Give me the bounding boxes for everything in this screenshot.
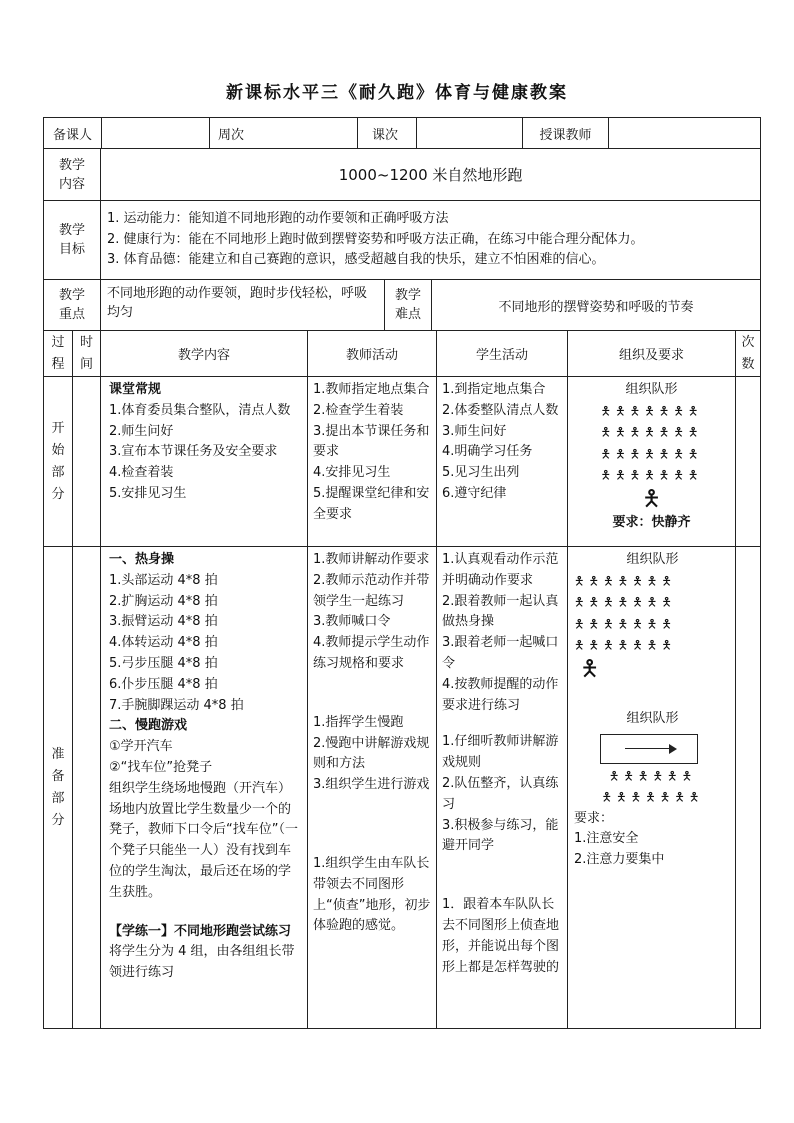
column-header-row [44,331,761,377]
list-item: 5.弓步压腿 4*8 拍 [109,655,218,671]
list-item: 1.教师讲解动作要求 [313,552,430,567]
game-heading: 二、慢跑游戏 [109,718,188,734]
list-item: ②“找车位”抢凳子 [109,759,213,775]
start-section-row [44,377,761,547]
teacher-label: 授课教师 [523,118,609,148]
list-item: 2.扩胸运动 4*8 拍 [109,593,218,609]
teacher-value[interactable] [609,118,760,148]
content-value: 1000~1200 米自然地形跑 [101,149,761,201]
list-item: 2.教师示范动作并带领学生一起练习 [313,572,430,609]
student-formation-row: 🯅🯅🯅🯅🯅🯅 [608,768,697,783]
practice-heading: 【学练一】不同地形跑尝试练习 [109,923,292,939]
student-formation-row: 🯅🯅🯅🯅🯅🯅🯅 [574,573,676,588]
list-item: 4.教师提示学生动作练习规格和要求 [313,635,430,671]
student-formation-row: 🯅🯅🯅🯅🯅🯅🯅 [574,595,676,610]
list-item: 3.教师喊口令 [313,614,391,630]
running-field-diagram [600,734,698,764]
list-item: 1.头部运动 4*8 拍 [109,572,218,588]
prep-section-row [44,547,761,1029]
list-item: 1.指挥学生慢跑 [313,714,404,730]
student-formation-row: 🯅🯅🯅🯅🯅🯅🯅 [601,790,704,805]
goal-item: 2. 健康行为：能在不同地形上跑时做到摆臂姿势和呼吸方法正确，在练习中能合理分配体力。 [107,231,644,247]
goals-row [44,201,761,280]
goals-label: 教学目标 [58,223,85,257]
student-formation-row: 🯅🯅🯅🯅🯅🯅🯅 [574,616,676,631]
arrow-right-icon [625,748,675,750]
list-item: 4.明确学习任务 [442,444,533,460]
week-label: 周次 [210,118,358,148]
list-item: 6.遵守纪律 [442,485,507,501]
list-item: 7.手腕脚踝运动 4*8 拍 [109,697,244,713]
student-formation-row: 🯅🯅🯅🯅🯅🯅🯅 [600,425,703,440]
list-item: 1.体育委员集合整队，清点人数 [109,402,291,418]
list-item: 4.检查着装 [109,465,174,481]
difficulty-value: 不同地形的摆臂姿势和呼吸的节奏 [498,299,694,315]
formation-title: 组织队形 [626,710,679,726]
lesson-plan-table [43,117,761,1029]
header-row [44,118,761,149]
teacher-icon: 🯅 [580,656,600,682]
list-item: 3.提出本节课任务和要求 [313,423,430,460]
list-item: 3.宣布本节课任务及安全要求 [109,444,278,460]
list-item: ①学开汽车 [109,739,173,755]
list-item: 5.安排见习生 [109,485,187,501]
list-item: 3.组织学生进行游戏 [313,777,430,793]
col-teacher: 教师活动 [308,331,437,377]
col-process: 过程 [51,334,65,372]
list-item: 1.组织学生由车队长带领去不同图形上“侦查”地形，初步体验跑的感觉。 [313,855,431,934]
preparer-value[interactable] [102,118,210,148]
student-formation-row: 🯅🯅🯅🯅🯅🯅🯅 [600,446,703,461]
list-item: 2.慢跑中讲解游戏规则和方法 [313,735,430,772]
page-title: 新课标水平三《耐久跑》体育与健康教案 [226,83,568,103]
difficulty-label: 教学难点 [394,288,421,322]
lesson-value[interactable] [417,118,523,148]
goal-item: 3. 体育品德：能建立和自己赛跑的意识，感受超越自我的快乐，建立不怕困难的信心。 [107,252,605,268]
list-item: 2.体委整队清点人数 [442,402,559,418]
practice-description: 将学生分为 4 组，由各组组长带领进行练习 [109,944,295,981]
col-org: 组织及要求 [568,331,736,377]
student-formation-row: 🯅🯅🯅🯅🯅🯅🯅 [574,638,676,653]
list-item: 1.注意安全 [574,831,639,847]
list-item: 1.教师指定地点集合 [313,382,430,397]
prep-section-label: 准备部分 [51,746,65,828]
content-row [44,149,761,201]
key-value: 不同地形跑的动作要领，跑时步伐轻松，呼吸均匀 [101,280,385,330]
requirement: 要求：快静齐 [612,514,691,530]
list-item: 6.仆步压腿 4*8 拍 [109,676,218,692]
routine-heading: 课堂常规 [109,382,162,397]
warmup-heading: 一、热身操 [109,552,175,567]
list-item: 4.按教师提醒的动作要求进行练习 [442,676,559,713]
list-item: 3.师生问好 [442,423,507,439]
start-section-label: 开始部分 [51,420,65,502]
formation-title: 组织队形 [626,552,679,567]
list-item: 1．跟着本车队队长去不同图形上侦查地形，并能说出每个图形上都是怎样驾驶的 [442,897,560,975]
teacher-icon: 🯅 [641,486,662,512]
list-item: 2.跟着教师一起认真做热身操 [442,593,559,630]
game-description: 组织学生绕场地慢跑（开汽车）场地内放置比学生数量少一个的凳子，教师下口令后“找车位”（一个凳子只能坐一人）没有找到车位的学生淘汰，最后还在场的学生获胜。 [109,780,298,900]
formation-title: 组织队形 [625,382,678,397]
list-item: 5.提醒课堂纪律和安全要求 [313,485,430,522]
list-item: 1.到指定地点集合 [442,382,546,397]
list-item: 2.检查学生着装 [313,402,404,418]
col-count: 次数 [741,334,755,372]
key-row [44,280,761,331]
student-formation-row: 🯅🯅🯅🯅🯅🯅🯅 [600,468,703,483]
list-item: 2.师生问好 [109,423,174,439]
list-item: 2.注意力要集中 [574,852,665,868]
content-label: 教学内容 [58,157,85,192]
list-item: 1.仔细听教师讲解游戏规则 [442,734,559,771]
list-item: 4.安排见习生 [313,465,391,481]
list-item: 3.积极参与练习，能避开同学 [442,817,559,854]
list-item: 3.振臂运动 4*8 拍 [109,614,218,630]
list-item: 4.体转运动 4*8 拍 [109,635,218,651]
preparer-label: 备课人 [44,118,102,148]
col-time: 时间 [79,334,93,372]
requirement-label: 要求： [574,810,614,826]
col-student: 学生活动 [437,331,568,377]
student-formation-row: 🯅🯅🯅🯅🯅🯅🯅 [600,403,703,418]
list-item: 5.见习生出列 [442,465,520,481]
list-item: 2.队伍整齐，认真练习 [442,775,559,812]
list-item: 1.认真观看动作示范并明确动作要求 [442,552,559,588]
key-label: 教学重点 [58,288,85,322]
lesson-label: 课次 [358,118,417,148]
goal-item: 1. 运动能力：能知道不同地形跑的动作要领和正确呼吸方法 [107,210,449,226]
list-item: 3.跟着老师一起喊口令 [442,635,559,671]
col-content: 教学内容 [101,331,308,377]
